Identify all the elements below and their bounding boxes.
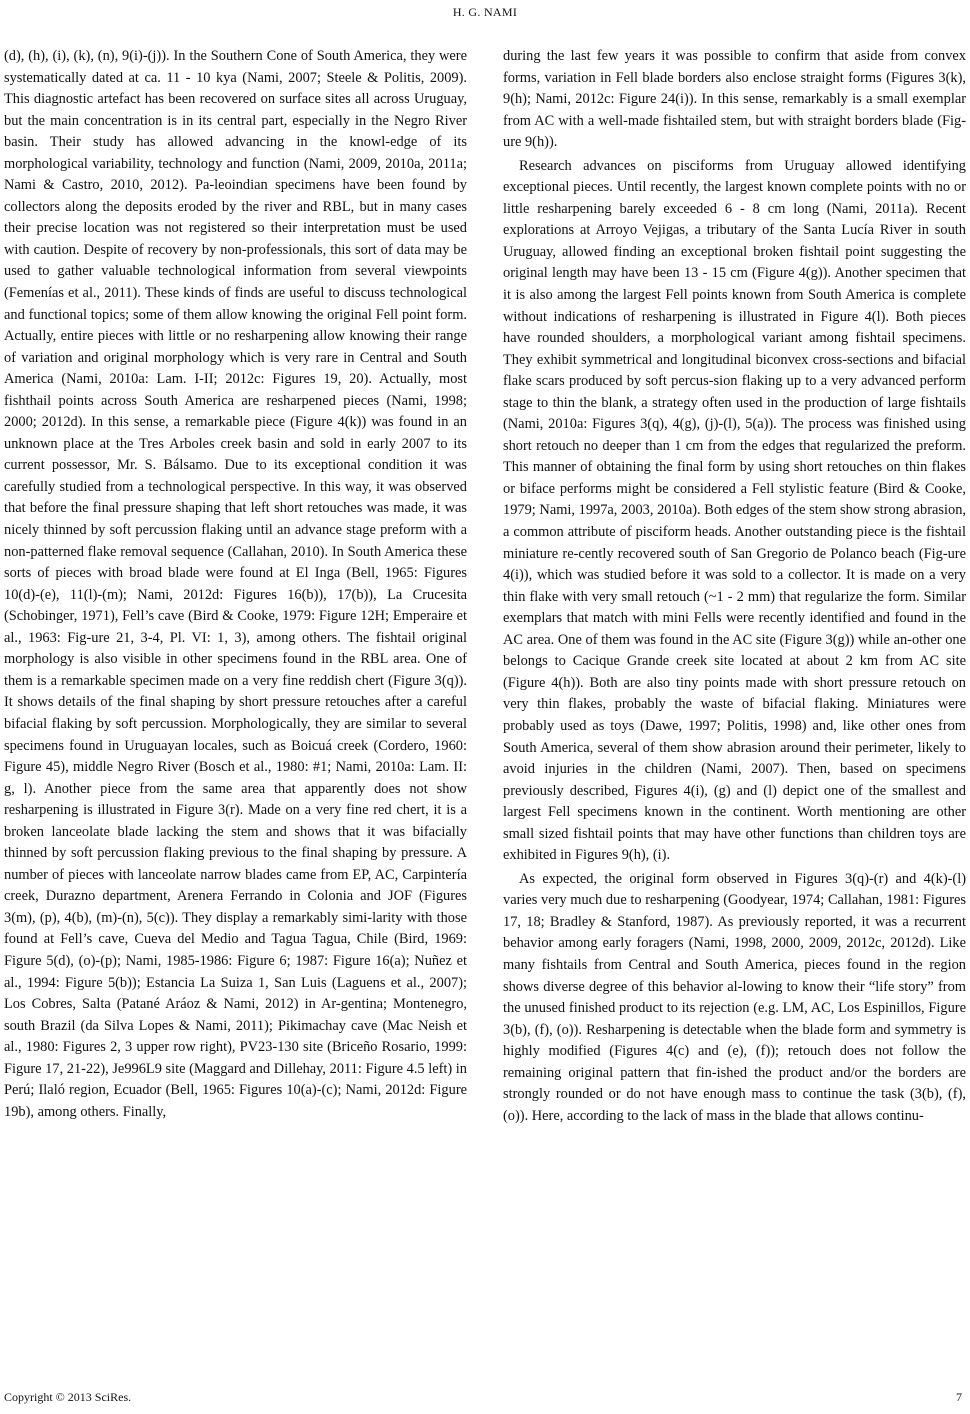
left-paragraph-1: (d), (h), (i), (k), (n), 9(i)-(j)). In the Southern Cone of South America, they were systematically dated at ca. 11 - 10 kya (Nami, 2007; Steele & Politis, 2009). This diagnostic artefact has been recovered on surface sites all across Uruguay, but the main concentration is in its central part, especially in the Negro River basin. Their study has allowed advancing in the knowl-edge of its morphological variability, technology and function (Nami, 2009, 2010a, 2011a; Nami & Castro, 2010, 2012). Pa-leoindian specimens have been found by collectors along the deposits eroded by the river and RBL, but in many cases their precise location was not registered so their interpretation must be used with caution. Despite of recovery by non-professionals, this sort of data may be used to gather valuable technological information from several viewpoints (Femenías et al., 2011). These kinds of finds are useful to discuss technological and functional topics; some of them allow knowing the original Fell point form. Actually, entire pieces with little or no resharpening allow knowing their range of variation and original morphology which is very rare in Central and South America (Nami, 2010a: Lam. I-II; 2012c: Figures 19, 20). Actually, most fishthail points across South America are resharpened pieces (Nami, 1998; 2000; 2012d). In this sense, a remarkable piece (Figure 4(k)) was found in an unknown place at the Tres Arboles creek basin and sold in early 2007 to its current possessor, Mr. S. Bálsamo. Due to its exceptional condition it was carefully studied from a technological perspective. In this way, it was observed that before the final pressure shaping that left short retouches was made, it was nicely thinned by soft percussion flaking until an advance stage preform with a non-patterned flake removal sequence (Callahan, 2010). In South America these sorts of pieces with broad blade were found at El Inga (Bell, 1965: Figures 10(d)-(e), 11(l)-(m); Nami, 2012d: Figures 16(b)), 17(b)), La Crucesita (Schobinger, 1971), Fell’s cave (Bird & Cooke, 1979: Figure 12H; Emperaire et al., 1963: Fig-ure 21, 3-4, Pl. VI: 1, 3), among others. The fishtail original morphology is also visible in other specimens found in the RBL area. One of them is a remarkable specimen made on a very fine reddish chert (Figure 3(q)). It shows details of the final shaping by short pressure retouches after a careful bifacial flaking by soft percussion. Morphologically, they are similar to several specimens found in Uruguayan locales, such as Boicuá creek (Cordero, 1960: Figure 45), middle Negro River (Bosch et al., 1980: #1; Nami, 2010a: Lam. II: g, l). Another piece from the same area that apparently does not show resharpening is illustrated in Figure 3(r). Made on a very fine red chert, it is a broken lanceolate blade lacking the stem and shows that it was bifacially thinned by soft percussion flaking previous to the final shaping by pressure. A number of pieces with lanceolate narrow blades came from EP, AC, Carpintería creek, Durazno department, Arenera Ferrando in Colonia and JOF (Figures 3(m), (p), 4(b), (m)-(n), 5(c)). They display a remarkably simi-larity with those found at Fell’s cave, Cueva del Medio and Tagua Tagua, Chile (Bird, 1969: Figure 5(d), (o)-(p); Nami, 1985-1986: Figure 6; 1987: Figure 16(a); Nuñez et al., 1994: Figure 5(b)); Estancia La Suiza 1, San Luis (Laguens et al., 2007); Los Cobres, Salta (Patané Aráoz & Nami, 2012) in Ar-gentina; Montenegro, south Brazil (da Silva Lopes & Nami, 2011); Pikimachay cave (Mac Neish et al., 1980: Figures 2, 3 upper row right), PV23-130 site (Briceño Rosario, 1999: Figure 17, 21-22), Je996L9 site (Maggard and Dillehay, 2011: Figure 4.5 left) in Perú; Ilaló region, Ecuador (Bell, 1965: Figures 10(a)-(c); Nami, 2012d: Figure 19b), among others. Finally, (4, 48, 467, 1120)
page-footer (4, 1390, 962, 1405)
running-header: H. G. NAMI (452, 5, 518, 19)
copyright-notice: Copyright © 2013 SciRes. (4, 1390, 132, 1404)
page-number: 7 (956, 1390, 962, 1404)
left-column (4, 46, 467, 1123)
right-paragraph-3: As expected, the original form observed in Figures 3(q)-(r) and 4(k)-(l) varies very much due to resharpening (Goodyear, 1974; Callahan, 1981: Figures 17, 18; Bradley & Stanford, 1987). As previously reported, it was a recurrent behavior among early foragers (Nami, 1998, 2000, 2009, 2012c, 2012d). Like many fishtails from Central and South America, pieces found in the region shows diverse degree of this behavior al-lowing to know their “life story” from the unused finished product to its rejection (e.g. LM, AC, Los Espinillos, Figure 3(b), (f), (o)). Resharpening is detectable when the blade form and symmetry is highly modified (Figures 4(c) and (e), (f)); retouch does not follow the remaining original pattern that fin-ished the product and/or the borders are strongly rounded or do not have enough mass to continue the task (3(b), (f), (o)). Here, according to the lack of mass in the blade that allows continu- (503, 870, 966, 1124)
right-paragraph-1: during the last few years it was possible to confirm that aside from convex forms, variation in Fell blade borders also enclose straight forms (Figures 3(k), 9(h); Nami, 2012c: Figure 24(i)). In this sense, remarkably is a small exemplar from AC with a well-made fishtailed stem, but with straight borders blade (Fig-ure 9(h)). (503, 48, 966, 151)
right-column (503, 46, 966, 1127)
right-paragraph-2: Research advances on pisciforms from Uruguay allowed identifying exceptional pieces. Until recently, the largest known complete points with no or little resharpening barely exceeded 6 - 8 cm long (Nami, 2011a). Recent explorations at Arroyo Vejigas, a tributary of the Santa Lucía River in south Uruguay, allowed finding an exceptional broken fishtail point suggesting the original length may have been 13 - 15 cm (Figure 4(g)). Another specimen that it is also among the largest Fell points known from South America is complete without indications of resharpening is illustrated in Figure 4(l). Both pieces have rounded shoulders, a morphological variant among fishtail specimens. They exhibit symmetrical and longitudinal biconvex cross-sections and bifacial flake scars produced by soft percus-sion flaking up to a very advanced perform stage to thin the blank, a strategy often used in the production of large fishtails (Nami, 2010a: Figures 3(q), 4(g), (j)-(l), 5(a)). The process was finished using short retouch no deeper than 1 cm from the edges that regularized the preform. This manner of obtaining the final form by using short retouches on thin flakes or biface performs might be considered a Fell stylistic feature (Bird & Cooke, 1979; Nami, 1997a, 2003, 2010a). Both edges of the stem show strong abrasion, a common attribute of pisciform heads. Another outstanding piece is the fishtail miniature re-cently recovered south of San Gregorio de Polanco beach (Fig-ure 4(i)), which was studied before it was sold to a collector. It is made on a very thin flake with very small retouch (~1 - 2 mm) that regularize the form. Similar exemplars that match with mini Fells were recently identified and found in the AC area. One of them was found in the AC site (Figure 3(g)) while an-other one belongs to Cacique Grande creek site located at about 2 km from AC site (Figure 4(h)). Both are also tiny points made with short pressure retouch on very thin flakes, probably the waste of bifacial flaking. Miniatures were probably used as toys (Dawe, 1997; Politis, 1998) and, like other ones from South America, several of them show abrasion around their perimeter, likely to avoid injuries in the children (Nami, 2007). Then, based on specimens previously described, Figures 4(i), (g) and (l) depict one of the smallest and largest Fell specimens known in the continent. Worth mentioning are other small sized fishtail points that may have other functions than children toys are exhibited in Figures 9(h), (i). (503, 157, 966, 864)
